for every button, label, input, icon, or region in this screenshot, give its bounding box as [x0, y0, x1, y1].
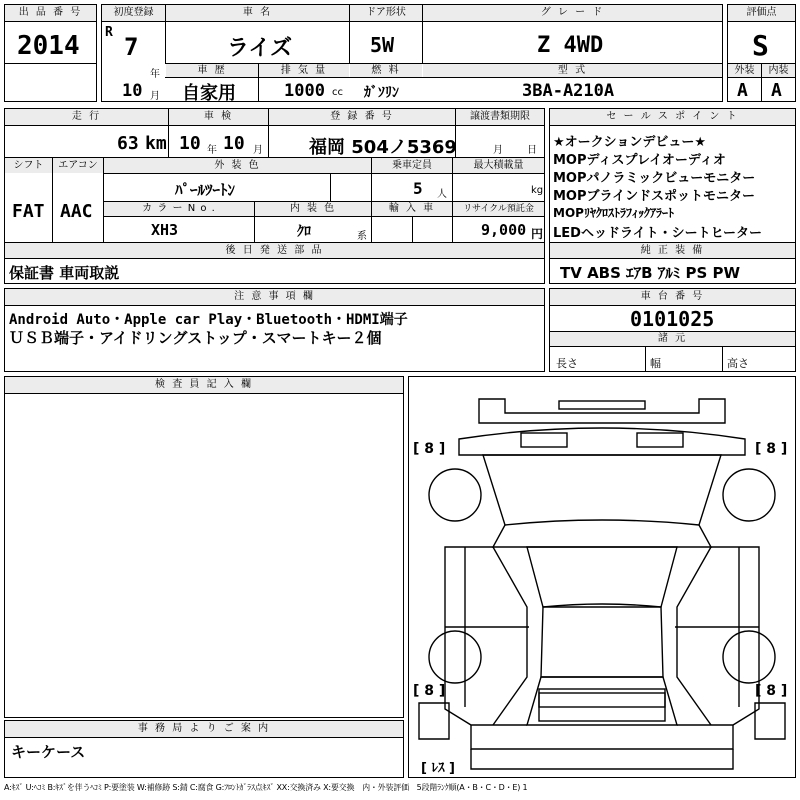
transfer-month-unit: 月: [493, 145, 503, 156]
notes-label: 注 意 事 項 欄: [5, 289, 544, 305]
aircon-label: エアコン: [53, 158, 103, 173]
office-label: 事 務 局 よ り ご 案 内: [5, 721, 403, 737]
history-label: 車 歴: [166, 64, 258, 77]
height-label: 高さ: [727, 357, 749, 370]
inspector-label: 検 査 員 記 入 欄: [5, 377, 403, 393]
damage-mark-front-left: [ 8 ]: [413, 441, 446, 457]
sales-point-line: MOPﾘﾔｸﾛｽﾄﾗﾌｨｯｸｱﾗｰﾄ: [553, 206, 674, 220]
displacement-value: 1000: [284, 81, 325, 101]
office-value: キーケース: [11, 743, 86, 761]
standard-equipment-value: TV ABS ｴｱB ｱﾙﾐ PS PW: [560, 264, 741, 282]
recycle-label: リサイクル預託金: [453, 202, 544, 216]
displacement-unit: cc: [332, 87, 343, 98]
transfer-label: 譲渡書類期限: [456, 109, 544, 125]
vehicle-header-box: [101, 4, 723, 102]
standard-equipment-label: 純 正 装 備: [550, 243, 795, 258]
shift-label: シフト: [5, 158, 52, 173]
chassis-box: [549, 288, 796, 372]
exterior-label: 外装: [728, 64, 761, 77]
sales-point-line: MOPディスプレイオーディオ: [553, 153, 726, 168]
door-type-label: ドア形状: [350, 5, 422, 21]
plate-value: 福岡 504ノ5369: [309, 137, 457, 158]
damage-mark-rear-left: [ 8 ]: [413, 683, 446, 699]
recycle-unit: 円: [531, 227, 544, 241]
interior-color-unit: 系: [357, 231, 367, 242]
chassis-label: 車 台 番 号: [550, 289, 795, 305]
notes-box: [4, 288, 545, 372]
inspection-month: 10: [223, 133, 245, 154]
fuel-value: ｶﾞｿﾘﾝ: [364, 85, 399, 101]
sales-points-label: セ ー ル ス ポ イ ン ト: [550, 109, 795, 125]
recycle-value: 9,000: [481, 221, 527, 239]
lot-number-value: 2014: [17, 31, 80, 61]
inspector-box: [4, 376, 404, 718]
color-number-value: XH3: [151, 221, 179, 239]
sales-point-line: ★オークションデビュー★: [553, 135, 707, 150]
width-label: 幅: [650, 357, 661, 370]
specs-label: 諸 元: [550, 332, 795, 346]
car-diagram: [409, 377, 795, 777]
history-value: 自家用: [182, 83, 236, 104]
inspection-month-unit: 月: [253, 145, 263, 156]
transfer-day-unit: 日: [527, 145, 537, 156]
chassis-value: 0101025: [630, 307, 715, 331]
length-label: 長さ: [556, 357, 578, 370]
era-letter: R: [105, 25, 113, 40]
month-unit: 月: [150, 91, 160, 102]
interior-color-value: ｸﾛ: [297, 224, 311, 240]
capacity-value: 5: [413, 179, 423, 198]
displacement-label: 排 気 量: [259, 64, 349, 77]
sales-point-line: LEDヘッドライト・シートヒーター: [553, 226, 763, 241]
later-parts-value: 保証書 車両取説: [9, 264, 120, 282]
color-number-label: カ ラ ー N o .: [104, 202, 254, 216]
mileage-value: 63: [117, 133, 139, 154]
shift-value: FAT: [12, 201, 45, 222]
inspection-label: 車 検: [169, 109, 268, 125]
grade-label: グ レ ー ド: [423, 5, 722, 21]
score-label: 評価点: [728, 5, 795, 21]
color-label: 外 装 色: [104, 158, 371, 173]
interior-label: 内装: [762, 64, 795, 77]
capacity-unit: 人: [437, 189, 447, 200]
color-value: ﾊﾟｰﾙﾂｰﾄﾝ: [175, 181, 236, 199]
first-registration-label: 初度登録: [102, 5, 165, 21]
lot-number-label: 出 品 番 号: [5, 5, 96, 21]
mileage-label: 走 行: [5, 109, 168, 125]
grade-value: Z 4WD: [537, 33, 604, 58]
legend-text: A:ｷｽﾞ U:ﾍｺﾐ B:ｷｽﾞを伴うﾍｺﾐ P:要塗装 W:補修跡 S:錆 C:腐食 G:ﾌﾛﾝﾄｶﾞﾗｽ点ｷｽﾞ XX:交換済み X:要交換 内・外装評価 5段階ﾗﾝｸ順(A・B・C・D・E) 1: [4, 783, 528, 792]
load-unit: kg: [531, 185, 544, 196]
lot-number-box: [4, 4, 97, 102]
capacity-label: 乗車定員: [372, 158, 452, 173]
spare-tire-mark: [ ﾚｽ ]: [421, 761, 455, 776]
year-value: 7: [124, 33, 139, 61]
mileage-unit: km: [145, 133, 167, 154]
car-name-label: 車 名: [166, 5, 349, 21]
car-name-value: ライズ: [227, 36, 293, 61]
inspection-year: 10: [179, 133, 201, 154]
model-value: 3BA-A210A: [522, 81, 615, 101]
fuel-label: 燃 料: [350, 64, 422, 77]
notes-line-1: Android Auto・Apple car Play・Bluetooth・HDMI端子: [9, 312, 408, 328]
later-parts-label: 後 日 発 送 部 品: [5, 243, 544, 258]
damage-mark-front-right: [ 8 ]: [755, 441, 788, 457]
interior-value: A: [771, 80, 782, 101]
interior-color-label: 内 装 色: [255, 202, 371, 216]
import-label: 輸 入 車: [372, 202, 452, 216]
exterior-value: A: [737, 80, 748, 101]
damage-mark-rear-right: [ 8 ]: [755, 683, 788, 699]
plate-label: 登 録 番 号: [269, 109, 455, 125]
sales-point-line: MOPブラインドスポットモニター: [553, 189, 755, 204]
load-label: 最大積載量: [453, 158, 544, 173]
aircon-value: AAC: [60, 201, 93, 222]
office-box: [4, 720, 404, 778]
score-box: [727, 4, 796, 102]
door-type-value: 5W: [370, 33, 395, 57]
notes-line-2: ＵＳＢ端子・アイドリングストップ・スマートキー２個: [9, 329, 382, 347]
score-value: S: [752, 29, 769, 62]
model-label: 型 式: [423, 64, 722, 77]
sales-points-box: [549, 108, 796, 284]
month-value: 10: [122, 81, 143, 101]
sales-point-line: MOPパノラミックビューモニター: [553, 171, 756, 186]
car-diagram-box: [408, 376, 796, 778]
year-unit: 年: [150, 69, 160, 80]
vehicle-details-box: [4, 108, 545, 284]
inspection-year-unit: 年: [207, 145, 217, 156]
